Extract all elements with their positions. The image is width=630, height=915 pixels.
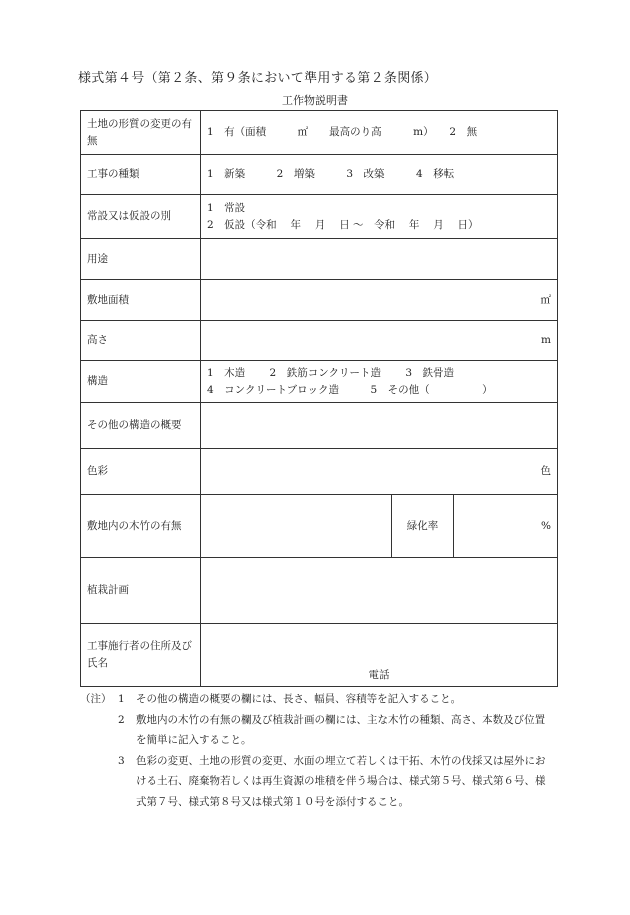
contractor-field[interactable] (201, 624, 558, 687)
form-number-title: 様式第４号（第２条、第９条において準用する第２条関係） (78, 71, 438, 86)
other-structure-field[interactable] (201, 403, 558, 449)
row-planting (81, 558, 558, 624)
note-item (80, 689, 550, 710)
row-permanent-temporary (81, 195, 558, 239)
row-land-change (81, 111, 558, 155)
land-change-field[interactable] (201, 111, 558, 155)
site-area-unit: ㎡ (540, 293, 551, 306)
other-structure-label: その他の構造の概要 (81, 403, 201, 449)
note-text: 色彩の変更、土地の形質の変更、水面の埋立て若しくは干拓、木竹の伐採又は屋外における土石、廃棄物若しくは再生資源の堆積を伴う場合は、様式第５号、様式第６号、様式第７号、様式第８号又は様式第１０号を添付すること。 (136, 754, 546, 808)
note-text: 敷地内の木竹の有無の欄及び植栽計画の欄には、主な木竹の種類、高さ、本数及び位置を簡単に記入すること。 (136, 713, 546, 746)
green-rate-unit: % (541, 519, 551, 532)
explanation-form-table (80, 110, 558, 687)
use-field[interactable] (201, 239, 558, 280)
planting-field[interactable] (201, 558, 558, 624)
permanent-temporary-field[interactable] (201, 195, 558, 239)
structure-label: 構造 (81, 361, 201, 403)
row-contractor (81, 624, 558, 687)
use-label: 用途 (81, 239, 201, 280)
row-use (81, 239, 558, 280)
notes-prefix: （注） (80, 693, 112, 705)
color-unit: 色 (540, 465, 551, 477)
planting-label: 植栽計画 (81, 558, 201, 624)
row-trees (81, 495, 558, 558)
phone-label: 電話 (368, 669, 390, 681)
row-structure (81, 361, 558, 403)
height-unit: m (541, 334, 551, 346)
color-label: 色彩 (81, 449, 201, 495)
green-rate-field[interactable] (454, 495, 558, 558)
note-text: その他の構造の概要の欄には、長さ、幅員、容積等を記入すること。 (136, 693, 462, 705)
row-color (81, 449, 558, 495)
site-area-field[interactable] (201, 280, 558, 321)
permanent-option: 1 常設 (207, 201, 246, 214)
note-item (80, 710, 550, 751)
note-number: 1 (118, 693, 125, 705)
row-height (81, 321, 558, 361)
trees-field[interactable] (201, 495, 392, 558)
contractor-label: 工事施行者の住所及び氏名 (81, 624, 201, 687)
height-field[interactable] (201, 321, 558, 361)
land-change-options: 1 有（面積 ㎡ 最高のり高 m） 2 無 (207, 126, 478, 138)
trees-label: 敷地内の木竹の有無 (81, 495, 201, 558)
note-number: 3 (118, 754, 125, 767)
row-work-type (81, 155, 558, 195)
row-other-structure (81, 403, 558, 449)
color-field[interactable] (201, 449, 558, 495)
structure-options-line2: 4 コンクリートブロック造 5 その他（ ） (207, 383, 493, 396)
land-change-label: 土地の形質の変更の有無 (81, 111, 201, 155)
work-type-label: 工事の種類 (81, 155, 201, 195)
row-site-area (81, 280, 558, 321)
structure-field[interactable] (201, 361, 558, 403)
site-area-label: 敷地面積 (81, 280, 201, 321)
structure-options-line1: 1 木造 2 鉄筋コンクリート造 3 鉄骨造 (207, 366, 455, 379)
document-title: 工作物説明書 (282, 94, 348, 107)
notes-section (80, 689, 550, 812)
note-item (80, 751, 550, 813)
permanent-temporary-label: 常設又は仮設の別 (81, 195, 201, 239)
temporary-option: 2 仮設（令和 年 月 日 ～ 令和 年 月 日） (207, 218, 479, 231)
height-label: 高さ (81, 321, 201, 361)
green-rate-label: 緑化率 (392, 495, 454, 558)
note-number: 2 (118, 713, 125, 726)
work-type-field[interactable] (201, 155, 558, 195)
work-type-options: 1 新築 2 増築 3 改築 4 移転 (207, 168, 455, 180)
